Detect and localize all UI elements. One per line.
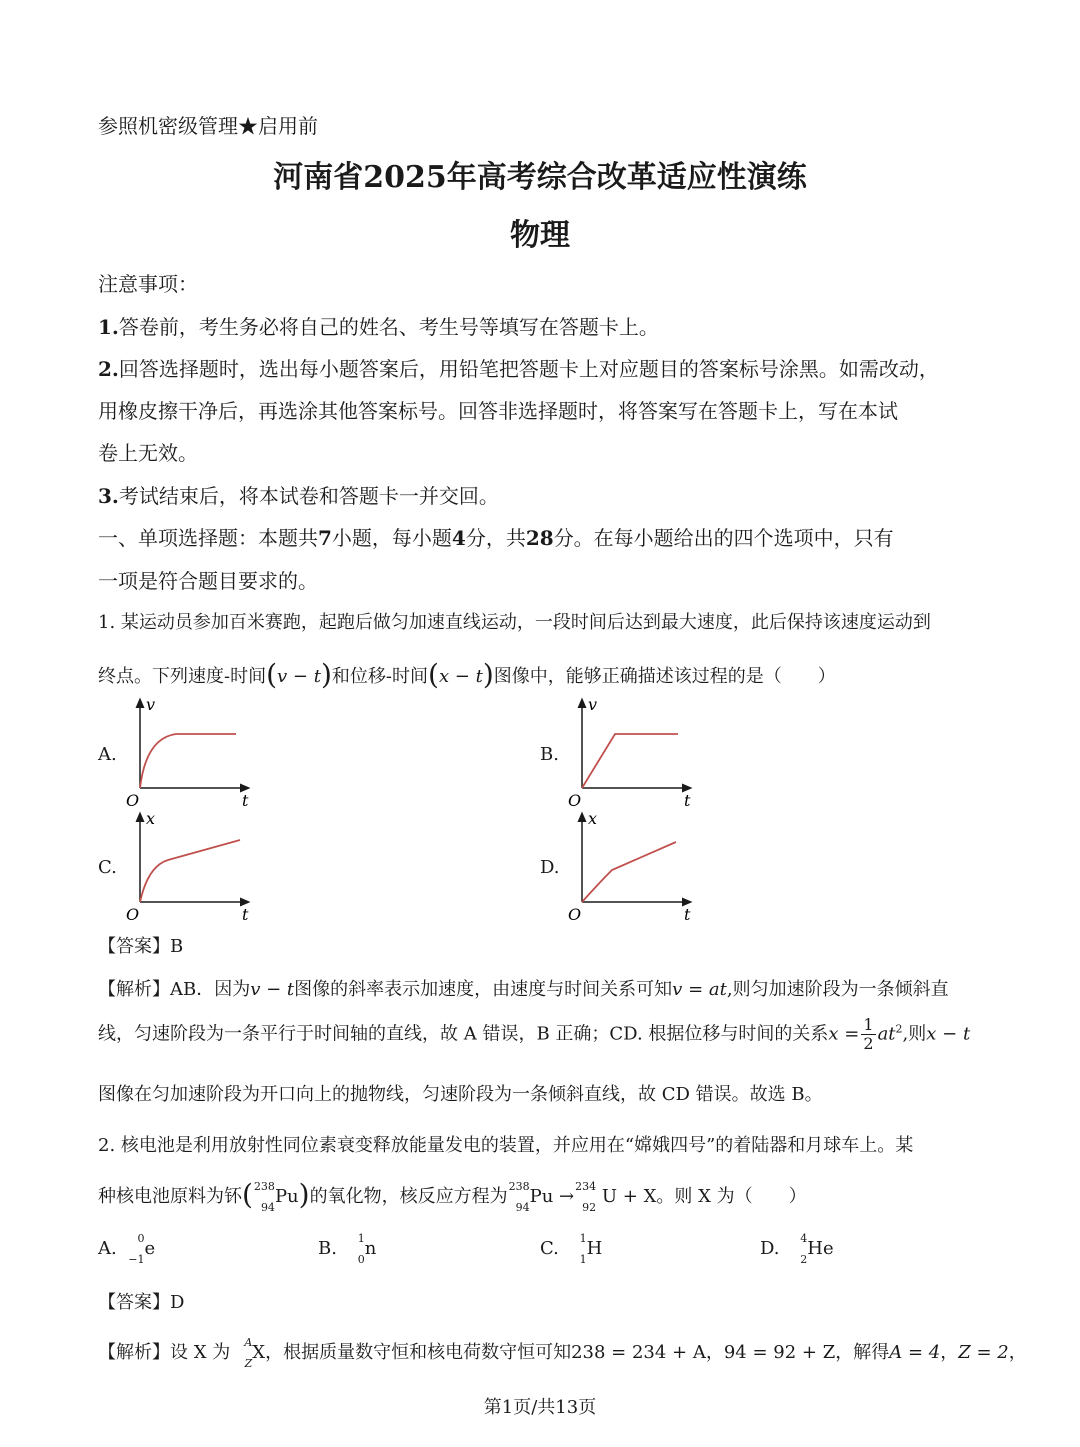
curve <box>140 840 240 902</box>
option-c-graph <box>118 810 258 926</box>
particle-symbol: H <box>586 1238 603 1259</box>
section-text: 小题，每小题 <box>331 526 452 550</box>
particle-symbol: e <box>144 1238 156 1259</box>
option-c-label: C. <box>98 857 117 878</box>
particle-symbol: He <box>807 1238 834 1259</box>
particle-symbol: n <box>364 1238 377 1259</box>
q1-analysis-line3: 图像在匀加速阶段为开口向上的抛物线，匀速阶段为一条倾斜直线，故 CD 错误。故选 B。 <box>98 1084 823 1105</box>
fraction <box>861 1016 875 1053</box>
mass-number: A <box>244 1336 253 1349</box>
mass-number: 1 <box>357 1232 365 1245</box>
u-nuclide <box>574 1180 597 1214</box>
fraction-numerator: 1 <box>863 1015 874 1034</box>
mass-number: 234 <box>575 1180 597 1193</box>
x-axis-label: t <box>242 905 249 924</box>
q1-stem-line2: 终点。下列速度-时间(v − t)和位移-时间(x − t)图像中，能够正确描述该过程的是（ ） <box>98 658 836 691</box>
mass-number: 1 <box>579 1232 587 1245</box>
q1-analysis-line2 <box>98 1016 970 1053</box>
curve <box>582 842 676 902</box>
fraction-denominator: 2 <box>863 1034 874 1053</box>
option-letter: D. <box>760 1238 780 1259</box>
mass-conservation-equation: 238 = 234 + A <box>571 1342 706 1363</box>
y-axis-label: v <box>146 696 156 714</box>
exam-title: 河南省2025年高考综合改革适应性演练 <box>273 160 807 195</box>
pu-nuclide <box>508 1180 530 1214</box>
origin-label: O <box>126 905 140 924</box>
option-b-graph <box>560 696 700 812</box>
notice-item-text: 答卷前，考生务必将自己的姓名、考生号等填写在答题卡上。 <box>118 315 659 339</box>
notice-item-3 <box>98 480 499 509</box>
q1-text: 图像中，能够正确描述该过程的是（ ） <box>493 666 836 687</box>
separator: ， <box>1008 1342 1027 1363</box>
notice-item-text: 回答选择题时，选出每小题答案后，用铅笔把答题卡上对应题目的答案标号涂黑。如需改动， <box>118 357 939 381</box>
curve <box>140 734 236 788</box>
analysis-label: 【解析】 <box>98 1342 170 1363</box>
option-letter: C. <box>540 1238 559 1259</box>
notice-heading: 注意事项： <box>98 272 198 296</box>
q2-analysis-line1 <box>98 1336 1027 1370</box>
subject-title: 物理 <box>510 218 570 253</box>
x-axis-label: t <box>684 905 691 924</box>
y-axis-label: x <box>146 810 156 828</box>
solution-a: A = 4 <box>889 1342 941 1363</box>
x-axis-label: t <box>684 791 691 810</box>
analysis-text: 线，匀速阶段为一条平行于时间轴的直线，故 A 错误，B 正确；CD. 根据位移与时间的关系 <box>98 1023 829 1045</box>
vt-symbol: v − t <box>277 666 321 687</box>
origin-label: O <box>568 905 582 924</box>
answer-label: 【答案】 <box>98 1292 170 1313</box>
option-d-graph <box>560 810 700 926</box>
answer-value: D <box>170 1292 185 1313</box>
q2-option-a <box>98 1232 156 1266</box>
mass-number: 238 <box>253 1180 275 1193</box>
section-heading-line2: 一项是符合题目要求的。 <box>98 569 318 593</box>
analysis-text: ，根据质量数守恒和核电荷数守恒可知 <box>265 1342 572 1363</box>
atomic-number: 94 <box>260 1201 275 1214</box>
atomic-number: 94 <box>515 1201 530 1214</box>
q1-analysis-line1 <box>98 975 949 1001</box>
option-letter: A. <box>98 1238 117 1259</box>
option-d-label: D. <box>540 857 560 878</box>
q2-answer <box>98 1288 184 1314</box>
pu-nuclide <box>253 1180 275 1214</box>
question-count: 7 <box>318 526 332 550</box>
element-symbol: U + X <box>601 1186 657 1207</box>
analysis-label: 【解析】 <box>98 979 170 1000</box>
q2-option-b <box>318 1232 377 1266</box>
element-symbol: Pu <box>529 1186 554 1207</box>
analysis-text: ，解得 <box>835 1342 890 1363</box>
answer-label: 【答案】 <box>98 936 170 957</box>
nuclide <box>343 1232 365 1266</box>
q2-option-d <box>760 1232 834 1266</box>
analysis-text: 图像的斜率表示加速度，由速度与时间关系可知 <box>294 979 673 1000</box>
square-exponent: 2 <box>895 1022 903 1036</box>
section-heading <box>98 522 894 551</box>
analysis-text: AB．因为 <box>170 979 251 1000</box>
notice-item-2 <box>98 353 939 382</box>
at-term: at <box>877 1023 896 1045</box>
nuclide <box>565 1232 587 1266</box>
displacement-equation: x = <box>828 1023 860 1045</box>
notice-item-2-line3: 卷上无效。 <box>98 441 198 465</box>
analysis-text: ,则 <box>902 1023 927 1045</box>
y-axis-label: v <box>588 696 598 714</box>
mass-number: 4 <box>800 1232 808 1245</box>
q2-stem-line2: 种核电池原料为钚( 238 94 Pu)的氧化物，核反应方程为 238 94 Pu → 234 92 U + X。则 X 为（ ） <box>98 1178 807 1214</box>
notice-item-number: 1. <box>98 315 119 339</box>
mass-number: 238 <box>508 1180 530 1193</box>
notice-item-2-line2: 用橡皮擦干净后，再选涂其他答案标号。回答非选择题时，将答案写在答题卡上，写在本试 <box>98 399 898 423</box>
velocity-equation: v = at <box>672 979 727 1000</box>
notice-item-text: 考试结束后，将本试卷和答题卡一并交回。 <box>118 484 499 508</box>
question-points: 4 <box>451 526 466 550</box>
q2-text: 种核电池原料为钚 <box>98 1186 242 1207</box>
curve <box>582 734 678 788</box>
section-text: 一、单项选择题：本题共 <box>98 526 318 550</box>
atomic-number: 0 <box>357 1253 365 1266</box>
x-axis-label: t <box>242 791 249 810</box>
atomic-number: −1 <box>128 1253 145 1266</box>
xt-symbol: x − t <box>926 1023 971 1045</box>
xt-symbol: x − t <box>438 666 483 687</box>
q1-stem-line1: 1. 某运动员参加百米赛跑，起跑后做匀加速直线运动，一段时间后达到最大速度，此后保持该速度运动到 <box>98 612 931 633</box>
section-text: 分。在每小题给出的四个选项中，只有 <box>553 526 894 550</box>
notice-item-number: 2. <box>98 357 119 381</box>
page-number: 第1页/共13页 <box>483 1397 597 1418</box>
q2-text: 的氧化物，核反应方程为 <box>309 1186 508 1207</box>
origin-label: O <box>568 791 582 810</box>
atomic-number: 1 <box>579 1253 587 1266</box>
mass-number: 0 <box>137 1232 145 1245</box>
vt-symbol: v − t <box>250 979 295 1000</box>
notice-item-number: 3. <box>98 484 119 508</box>
secret-level-label: 参照机密级管理★启用前 <box>98 114 318 138</box>
atomic-number: Z <box>244 1357 253 1370</box>
solution-z: Z = 2 <box>958 1342 1009 1363</box>
q2-stem-line1: 2. 核电池是利用放射性同位素衰变释放能量发电的装置，并应用在“嫦娥四号”的着陆器和月球车上。某 <box>98 1135 914 1156</box>
nuclide <box>122 1232 145 1266</box>
option-a-graph <box>118 696 258 812</box>
y-axis-label: x <box>588 810 598 828</box>
notice-item-1 <box>98 311 659 340</box>
analysis-text: ,则匀加速阶段为一条倾斜直 <box>726 979 949 1000</box>
q2-option-c <box>540 1232 603 1266</box>
origin-label: O <box>126 791 140 810</box>
option-b-label: B. <box>540 744 559 765</box>
separator: ， <box>705 1342 724 1363</box>
q1-text: 终点。下列速度-时间 <box>98 666 267 687</box>
nuclide <box>785 1232 808 1266</box>
q2-text: 。则 X 为（ ） <box>656 1186 807 1207</box>
charge-conservation-equation: 94 = 92 + Z <box>723 1342 836 1363</box>
q1-text: 和位移-时间 <box>331 666 428 687</box>
option-a-label: A. <box>98 744 117 765</box>
x-nuclide <box>230 1336 253 1370</box>
q1-answer <box>98 932 183 958</box>
option-letter: B. <box>318 1238 337 1259</box>
analysis-text: 设 X 为 <box>170 1342 231 1363</box>
reaction-arrow: → <box>559 1186 575 1207</box>
element-symbol: Pu <box>274 1186 299 1207</box>
answer-value: B <box>170 936 184 957</box>
element-symbol: X <box>252 1342 266 1363</box>
total-points: 28 <box>525 526 554 550</box>
atomic-number: 92 <box>582 1201 597 1214</box>
section-text: 分，共 <box>465 526 526 550</box>
atomic-number: 2 <box>800 1253 808 1266</box>
separator: ， <box>940 1342 959 1363</box>
